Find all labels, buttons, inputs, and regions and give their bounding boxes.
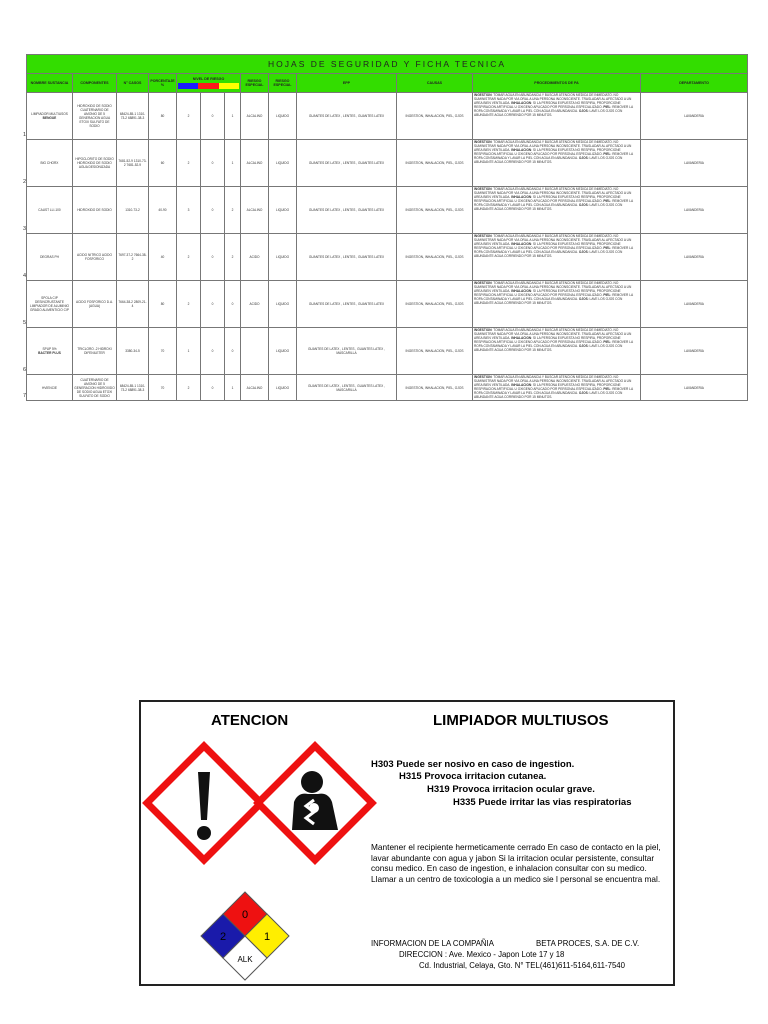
cell-procedimientos — [473, 187, 641, 234]
proc-label: PIEL — [603, 105, 611, 109]
cell-nivel-1: 2 — [177, 281, 201, 328]
header-procedimientos: PROCEDIMIENTOS DE PA — [473, 74, 641, 93]
proc-label: PIEL — [603, 340, 611, 344]
cell-cas: 7681-52-9 1310-73-2 7681-52-9 — [117, 140, 149, 187]
proc-label: INHALACION — [511, 242, 532, 246]
proc-text: : REMOVER LA ROPA CONTAMINADA Y LAVAR LA PIEL CON AGUA EN ABUNDANCIA. — [474, 246, 633, 254]
cell-departamento: LAVANDERIA — [641, 375, 748, 401]
nivel-swatch-red — [198, 83, 218, 89]
proc-text: : LAVE LOS OJOS CON ABUNDANTE AGUA CORRIENDO POR 15 MINUTOS. — [474, 250, 623, 258]
row-number: 3 — [23, 226, 27, 232]
proc-text: : LAVE LOS OJOS CON ABUNDANTE AGUA CORRIENDO POR 15 MINUTOS. — [474, 391, 623, 399]
nivel-swatch-yellow — [219, 83, 239, 89]
cell-departamento: LAVANDERIA — [641, 328, 748, 375]
company-info-label: INFORMACION DE LA COMPAÑIA — [371, 939, 494, 948]
safety-sheet-table — [23, 54, 747, 401]
cell-porcentaje: 70 — [149, 375, 177, 401]
cell-porcentaje: 60 — [149, 140, 177, 187]
product-label — [139, 700, 675, 986]
header-causas: CAUSAS — [397, 74, 473, 93]
cell-nombre-secondary: BACTER PLUS — [38, 351, 61, 355]
proc-label: OJOS — [578, 250, 588, 254]
proc-label: PIEL — [603, 387, 611, 391]
header-riesgo-especial-2: RIESGO ESPECIAL — [269, 74, 297, 93]
cell-componentes: HIDROXIDO DE SODIO — [73, 187, 117, 234]
label-title-product: LIMPIADOR MULTIUSOS — [433, 712, 609, 729]
header-nivel-label: NIVEL DE RIESGO — [192, 77, 225, 82]
proc-text: : SI LA PERSONA EXPUESTA NO RESPIRA, PROPORCIONE RESPIRACION ARTIFICIAL U OXIGENO APLICADO POR PERSONAL ESPECIALIZADO. — [474, 242, 621, 250]
cell-epp: GUANTES DE LATEX , LENTES , GUANTES LATEX — [297, 140, 397, 187]
proc-label: INGESTION — [474, 281, 492, 285]
proc-text: : REMOVER LA ROPA CONTAMINADA Y LAVAR LA PIEL CON AGUA EN ABUNDANCIA. — [474, 293, 633, 301]
header-departamento: DEPARTAMENTO — [641, 74, 748, 93]
cell-causas: INGESTION, INHALACION, PIEL, OJOS — [397, 281, 473, 328]
cell-nivel-3: 1 — [225, 375, 241, 401]
cell-procedimientos — [473, 140, 641, 187]
header-cas: N° CASOS — [117, 74, 149, 93]
proc-text: : REMOVER LA ROPA CONTAMINADA Y LAVAR LA PIEL CON AGUA EN ABUNDANCIA. — [474, 340, 633, 348]
cell-porcentaje: 40 — [149, 234, 177, 281]
nfpa-diamond-icon — [193, 890, 297, 978]
header-nombre: NOMBRE SUSTANCIA — [27, 74, 73, 93]
cell-nombre-text: DEGRAS PH — [40, 255, 59, 259]
cell-departamento: LAVANDERIA — [641, 140, 748, 187]
cell-componentes: HIPOCLORITO DE SODIO HIDROXIDO DE SODIO AGUA DESIONIZADA — [73, 140, 117, 187]
proc-text: : LAVE LOS OJOS CON ABUNDANTE AGUA CORRIENDO POR 15 MINUTOS. — [474, 203, 623, 211]
header-epp: EPP — [297, 74, 397, 93]
row-number: 2 — [23, 179, 27, 185]
cell-riesgo — [241, 328, 269, 375]
cell-nivel-3: 1 — [225, 140, 241, 187]
proc-text: : REMOVER LA ROPA CONTAMINADA Y LAVAR LA PIEL CON AGUA EN ABUNDANCIA. — [474, 387, 633, 395]
cell-nivel-2: 0 — [201, 140, 225, 187]
proc-text: : SI LA PERSONA EXPUESTA NO RESPIRA, PROPORCIONE RESPIRACION ARTIFICIAL U OXIGENO APLICADO POR PERSONAL ESPECIALIZADO. — [474, 101, 621, 109]
cell-nivel-1: 3 — [177, 187, 201, 234]
proc-text: : SI LA PERSONA EXPUESTA NO RESPIRA, PROPORCIONE RESPIRACION ARTIFICIAL U OXIGENO APLICADO POR PERSONAL ESPECIALIZADO. — [474, 383, 621, 391]
proc-label: PIEL — [603, 293, 611, 297]
cell-componentes: TRICLORO -2 HIDROXI DIFENILETER — [73, 328, 117, 375]
cell-causas: INGESTION, INHALACION, PIEL, OJOS — [397, 328, 473, 375]
cell-nombre — [23, 187, 73, 234]
cell-riesgo: ACIDO — [241, 281, 269, 328]
cell-componentes: HIDROXIDO DE SODIO CUATERNARIO DE AMONIO DE 5 GENERACION AGUA ETOXI SULFATO DE SODIO — [73, 93, 117, 140]
cell-nivel-2: 0 — [201, 375, 225, 401]
cell-estado: LIQUIDO — [269, 187, 297, 234]
proc-text: : TOMAR AGUA EN ABUNDANCIA Y BUSCAR ATENCION MEDICA DE INMEDIATO. NO SUMINISTRAR NADA POR VIA ORAL A UNA PERSONA INCONSCIENTE. TRASLADAR AL AFECTADO A UN AREA BIEN VENTILADA. — [474, 234, 632, 246]
proc-text: : TOMAR AGUA EN ABUNDANCIA Y BUSCAR ATENCION MEDICA DE INMEDIATO. NO SUMINISTRAR NADA POR VIA ORAL A UNA PERSONA INCONSCIENTE. TRASLADAR AL AFECTADO A UN AREA BIEN VENTILADA. — [474, 93, 632, 105]
proc-label: INHALACION — [511, 336, 532, 340]
cell-cas: 3380-34-5 — [117, 328, 149, 375]
proc-text: : SI LA PERSONA EXPUESTA NO RESPIRA, PROPORCIONE RESPIRACION ARTIFICIAL U OXIGENO APLICADO POR PERSONAL ESPECIALIZADO. — [474, 148, 621, 156]
cell-procedimientos — [473, 93, 641, 140]
h-phrase-h303: H303 Puede ser nosivo en caso de ingestion. — [371, 759, 575, 770]
cell-porcentaje: 80 — [149, 93, 177, 140]
cell-procedimientos — [473, 328, 641, 375]
proc-text: : REMOVER LA ROPA CONTAMINADA Y LAVAR LA PIEL CON AGUA EN ABUNDANCIA. — [474, 152, 633, 160]
proc-text: : SI LA PERSONA EXPUESTA NO RESPIRA, PROPORCIONE RESPIRACION ARTIFICIAL U OXIGENO APLICADO POR PERSONAL ESPECIALIZADO. — [474, 289, 621, 297]
cell-componentes: ACIDO FOSFORICO D.A. (AGUA) — [73, 281, 117, 328]
cell-nivel-3: 0 — [225, 328, 241, 375]
table-row — [27, 187, 748, 234]
cell-cas: 7697-37-2 7664-38-2 — [117, 234, 149, 281]
sheet-body — [23, 93, 748, 401]
cell-nivel-1: 1 — [177, 328, 201, 375]
cell-causas: INGESTION, INHALACION, PIEL, OJOS — [397, 93, 473, 140]
cell-nombre — [23, 328, 73, 375]
cell-nivel-1: 2 — [177, 140, 201, 187]
cell-porcentaje: 70 — [149, 328, 177, 375]
cell-nivel-2: 0 — [201, 93, 225, 140]
cell-nombre — [23, 375, 73, 401]
ghs-exclamation-icon — [143, 742, 265, 864]
cell-estado: LIQUIDO — [269, 140, 297, 187]
cell-epp: GUANTES DE LATEX , LENTES , GUANTES LATEX — [297, 93, 397, 140]
cell-nivel-2: 0 — [201, 234, 225, 281]
cell-nombre-secondary: BENGUE — [42, 116, 57, 120]
h-phrase-h335: H335 Puede irritar las vias respiratorias — [453, 797, 632, 808]
nfpa-flammability: 0 — [241, 909, 249, 921]
proc-text: : REMOVER LA ROPA CONTAMINADA Y LAVAR LA PIEL CON AGUA EN ABUNDANCIA. — [474, 105, 633, 113]
proc-text: : LAVE LOS OJOS CON ABUNDANTE AGUA CORRIENDO POR 15 MINUTOS. — [474, 297, 623, 305]
cell-estado: LIQUIDO — [269, 93, 297, 140]
cell-nombre — [23, 140, 73, 187]
cell-nombre-text: SPOLA CIP DESINCRUSTANTE LIMPIADOR DE ALUMINIO GRADO ALIMENTICIO CIP — [30, 296, 69, 312]
proc-label: OJOS — [578, 344, 588, 348]
cell-estado: LIQUIDO — [269, 234, 297, 281]
cell-causas: INGESTION, INHALACION, PIEL, OJOS — [397, 140, 473, 187]
cell-estado: LIQUIDO — [269, 281, 297, 328]
cell-nivel-1: 2 — [177, 234, 201, 281]
cell-procedimientos — [473, 281, 641, 328]
cell-nivel-1: 2 — [177, 93, 201, 140]
cell-porcentaje: 80 — [149, 281, 177, 328]
cell-nombre-text: CAUST LLI-100 — [38, 208, 61, 212]
table-row — [27, 234, 748, 281]
cell-riesgo: ALCALINO — [241, 140, 269, 187]
proc-text: : TOMAR AGUA EN ABUNDANCIA Y BUSCAR ATENCION MEDICA DE INMEDIATO. NO SUMINISTRAR NADA POR VIA ORAL A UNA PERSONA INCONSCIENTE. TRASLADAR AL AFECTADO A UN AREA BIEN VENTILADA. — [474, 328, 632, 340]
table-row — [27, 281, 748, 328]
cell-nivel-3: 2 — [225, 187, 241, 234]
proc-label: INHALACION — [511, 289, 532, 293]
proc-text: : SI LA PERSONA EXPUESTA NO RESPIRA, PROPORCIONE RESPIRACION ARTIFICIAL U OXIGENO APLICADO POR PERSONAL ESPECIALIZADO. — [474, 195, 621, 203]
cell-epp: GUANTES DE LATEX , LENTES , GUANTES LATEX — [297, 187, 397, 234]
proc-label: OJOS — [578, 297, 588, 301]
cell-estado: LIQUIDO — [269, 328, 297, 375]
proc-text: : TOMAR AGUA EN ABUNDANCIA Y BUSCAR ATENCION MEDICA DE INMEDIATO. NO SUMINISTRAR NADA POR VIA ORAL A UNA PERSONA INCONSCIENTE. TRASLADAR AL AFECTADO A UN AREA BIEN VENTILADA. — [474, 281, 632, 293]
company-city-phone: Cd. Industrial, Celaya, Gto. N° TEL(461)611-5164,611-7540 — [419, 961, 625, 970]
cell-causas: INGESTION, INHALACION, PIEL, OJOS — [397, 187, 473, 234]
proc-label: PIEL — [603, 152, 611, 156]
proc-label: INGESTION — [474, 140, 492, 144]
proc-label: INGESTION — [474, 375, 492, 379]
proc-label: INGESTION — [474, 234, 492, 238]
row-number: 5 — [23, 320, 27, 326]
nfpa-reactivity: 1 — [263, 931, 271, 943]
cell-nombre-text: BIG CHORX — [40, 161, 59, 165]
cell-departamento: LAVANDERIA — [641, 234, 748, 281]
proc-label: OJOS — [578, 391, 588, 395]
header-componentes: COMPONENTES — [73, 74, 117, 93]
cell-nivel-2: 0 — [201, 328, 225, 375]
company-address: DIRECCION : Ave. Mexico - Japon Lote 17 y 18 — [399, 950, 565, 959]
cell-riesgo: ALCALINO — [241, 375, 269, 401]
row-number: 7 — [23, 393, 27, 399]
cell-cas: 68424-85-1 1310-73-2 68891-38-3 — [117, 375, 149, 401]
cell-riesgo: ACIDO — [241, 234, 269, 281]
cell-nivel-3: 2 — [225, 234, 241, 281]
cell-porcentaje: 40-90 — [149, 187, 177, 234]
nfpa-special: ALK — [237, 955, 253, 964]
cell-procedimientos — [473, 234, 641, 281]
proc-label: INGESTION — [474, 187, 492, 191]
ghs-health-hazard-icon — [254, 742, 376, 864]
proc-label: INHALACION — [511, 101, 532, 105]
row-number: 4 — [23, 273, 27, 279]
header-riesgo-especial: RIESGO ESPECIAL — [241, 74, 269, 93]
proc-text: : REMOVER LA ROPA CONTAMINADA Y LAVAR LA PIEL CON AGUA EN ABUNDANCIA. — [474, 199, 633, 207]
cell-epp: GUANTES DE LATEX , LENTES , GUANTES LATEX , MASCARILLA — [297, 328, 397, 375]
proc-label: OJOS — [578, 156, 588, 160]
cell-nombre — [23, 281, 73, 328]
proc-label: PIEL — [603, 246, 611, 250]
header-porcentaje: PORCENTAJE % — [149, 74, 177, 93]
company-name: BETA PROCES, S.A. DE C.V. — [536, 939, 640, 948]
nfpa-health: 2 — [219, 931, 227, 943]
proc-label: INGESTION — [474, 93, 492, 97]
proc-label: INHALACION — [511, 148, 532, 152]
nivel-swatch-blue — [178, 83, 198, 89]
cell-nivel-3: 1 — [225, 93, 241, 140]
cell-nombre-text: LIMPIADOR MULTIUSOS — [31, 112, 68, 116]
cell-riesgo: ALCALINO — [241, 187, 269, 234]
proc-label: PIEL — [603, 199, 611, 203]
proc-label: INHALACION — [511, 195, 532, 199]
cell-epp: GUANTES DE LATEX , LENTES , GUANTES LATEX — [297, 234, 397, 281]
h-phrase-h315: H315 Provoca irritacion cutanea. — [399, 771, 547, 782]
table-row — [27, 328, 748, 375]
cell-causas: INGESTION, INHALACION, PIEL, OJOS — [397, 234, 473, 281]
cell-riesgo: ALCALINO — [241, 93, 269, 140]
proc-text: : LAVE LOS OJOS CON ABUNDANTE AGUA CORRIENDO POR 15 MINUTOS. — [474, 156, 623, 164]
cell-procedimientos — [473, 375, 641, 401]
cell-nombre — [23, 93, 73, 140]
proc-text: : LAVE LOS OJOS CON ABUNDANTE AGUA CORRIENDO POR 15 MINUTOS. — [474, 109, 623, 117]
cell-nombre — [23, 234, 73, 281]
sheet-title: HOJAS DE SEGURIDAD Y FICHA TECNICA — [27, 55, 748, 74]
cell-nivel-1: 2 — [177, 375, 201, 401]
cell-nivel-3: 0 — [225, 281, 241, 328]
cell-nivel-2: 0 — [201, 281, 225, 328]
proc-text: : SI LA PERSONA EXPUESTA NO RESPIRA, PROPORCIONE RESPIRACION ARTIFICIAL U OXIGENO APLICADO POR PERSONAL ESPECIALIZADO. — [474, 336, 621, 344]
proc-label: OJOS — [578, 203, 588, 207]
table-row — [27, 375, 748, 401]
cell-nombre-text: HVIENCIE — [41, 385, 58, 390]
cell-cas: 7664-38-2 2809-21-4 — [117, 281, 149, 328]
cell-estado: LIQUIDO — [269, 375, 297, 401]
cell-departamento: LAVANDERIA — [641, 93, 748, 140]
cell-departamento: LAVANDERIA — [641, 187, 748, 234]
cell-nivel-2: 0 — [201, 187, 225, 234]
proc-label: OJOS — [578, 109, 588, 113]
cell-nombre-text: SPUP 5% — [42, 347, 57, 351]
nivel-color-bar — [178, 83, 239, 89]
precaution-text: Mantener el recipiente hermeticamente cerrado En caso de contacto en la piel, lavar abundante con agua y jabon Si la irritacion ocular persistente, consultar consu medico. En caso de ingestion, e inhalacion consultar con su medico. Llamar a un centro de toxicologia a un medico sie l personal se encuentra mal. — [371, 842, 661, 884]
cell-cas: 1310-73-2 — [117, 187, 149, 234]
table-row — [27, 140, 748, 187]
cell-epp: GUANTES DE LATEX , LENTES , GUANTES LATEX , MASCARILLA — [297, 375, 397, 401]
proc-label: INHALACION — [511, 383, 532, 387]
table-row — [27, 93, 748, 140]
proc-label: INGESTION — [474, 328, 492, 332]
cell-departamento: LAVANDERIA — [641, 281, 748, 328]
cell-componentes: ACIDO NITRICO ACIDO FOSFORICO — [73, 234, 117, 281]
cell-causas: INGESTION, INHALACION, PIEL, OJOS — [397, 375, 473, 401]
row-number: 6 — [23, 367, 27, 373]
cell-epp: GUANTES DE LATEX , LENTES , GUANTES LATEX — [297, 281, 397, 328]
row-number: 1 — [23, 132, 27, 138]
label-title-atencion: ATENCION — [211, 712, 289, 729]
proc-text: : TOMAR AGUA EN ABUNDANCIA Y BUSCAR ATENCION MEDICA DE INMEDIATO. NO SUMINISTRAR NADA POR VIA ORAL A UNA PERSONA INCONSCIENTE. TRASLADAR AL AFECTADO A UN AREA BIEN VENTILADA. — [474, 375, 632, 387]
h-phrase-h319: H319 Provoca irritacion ocular grave. — [427, 784, 595, 795]
proc-text: : TOMAR AGUA EN ABUNDANCIA Y BUSCAR ATENCION MEDICA DE INMEDIATO. NO SUMINISTRAR NADA POR VIA ORAL A UNA PERSONA INCONSCIENTE. TRASLADAR AL AFECTADO A UN AREA BIEN VENTILADA. — [474, 187, 632, 199]
proc-text: : TOMAR AGUA EN ABUNDANCIA Y BUSCAR ATENCION MEDICA DE INMEDIATO. NO SUMINISTRAR NADA POR VIA ORAL A UNA PERSONA INCONSCIENTE. TRASLADAR AL AFECTADO A UN AREA BIEN VENTILADA. — [474, 140, 632, 152]
proc-text: : LAVE LOS OJOS CON ABUNDANTE AGUA CORRIENDO POR 15 MINUTOS. — [474, 344, 623, 352]
cell-cas: 68424-85-1 1310-73-2 68891-38-3 — [117, 93, 149, 140]
header-nivel — [177, 74, 241, 93]
cell-componentes: CUATERNARIO DE AMONIO DE 5 GENERACION HIDROXIDO DE SODIO AGUA ETOXI SULFATO DE SODIO — [73, 375, 117, 401]
